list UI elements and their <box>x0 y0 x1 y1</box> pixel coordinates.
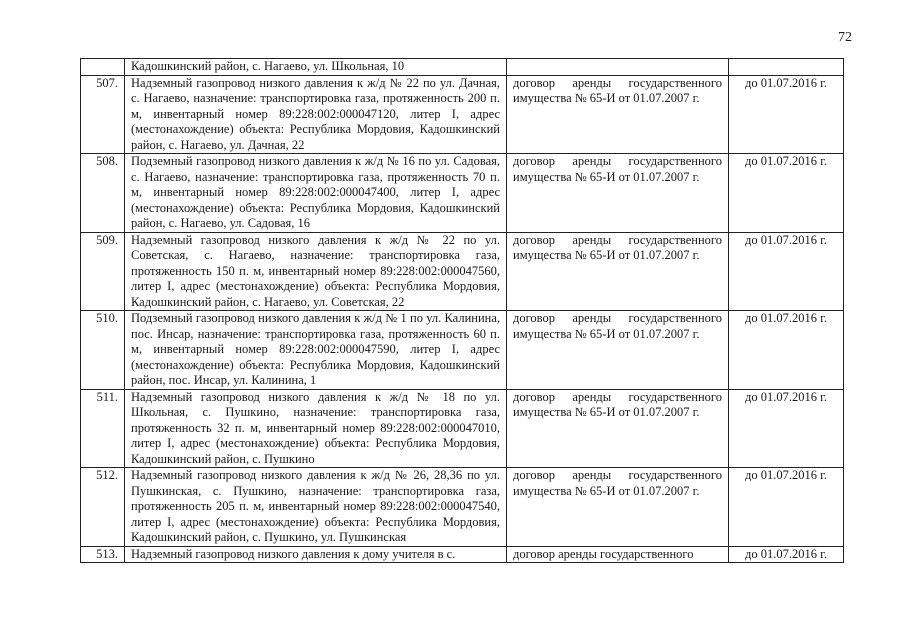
table-row <box>81 546 844 563</box>
legal-basis: договор аренды государственного имущества № 65-И от 01.07.2007 г. <box>507 75 729 154</box>
row-number: 509. <box>81 232 125 311</box>
table-row <box>81 311 844 390</box>
object-description: Подземный газопровод низкого давления к ж/д № 1 по ул. Калинина, пос. Инсар, назначение: транспортировка газа, протяженность 60 п. м, инвентарный номер 89:228:002:000047590, литер I, адрес (местонахождение) объекта: Республика Мордовия, Кадошкинский район, пос. Инсар, ул. Калинина, 1 <box>125 311 507 390</box>
property-register-table <box>80 58 844 563</box>
object-description: Кадошкинский район, с. Нагаево, ул. Школьная, 10 <box>125 59 507 76</box>
table-row <box>81 468 844 547</box>
legal-basis: договор аренды государственного имущества № 65-И от 01.07.2007 г. <box>507 311 729 390</box>
object-description: Надземный газопровод низкого давления к дому учителя в с. <box>125 546 507 563</box>
term: до 01.07.2016 г. <box>729 75 844 154</box>
legal-basis: договор аренды государственного имущества № 65-И от 01.07.2007 г. <box>507 468 729 547</box>
row-number: 512. <box>81 468 125 547</box>
object-description: Надземный газопровод низкого давления к ж/д № 18 по ул. Школьная, с. Пушкино, назначение: транспортировка газа, протяженность 32 п. м, инвентарный номер 89:228:002:000047010, литер I, адрес (местонахождение) объекта: Республика Мордовия, Кадошкинский район, с. Пушкино <box>125 389 507 468</box>
legal-basis: договор аренды государственного <box>507 546 729 563</box>
page-number: 72 <box>838 30 852 45</box>
row-number: 511. <box>81 389 125 468</box>
object-description: Надземный газопровод низкого давления к ж/д № 22 по ул. Дачная, с. Нагаево, назначение: транспортировка газа, протяженность 200 п. м, инвентарный номер 89:228:002:000047120, литер I, адрес (местонахождение) объекта: Республика Мордовия, Кадошкинский район, с. Нагаево, ул. Дачная, 22 <box>125 75 507 154</box>
term: до 01.07.2016 г. <box>729 311 844 390</box>
table-row <box>81 154 844 233</box>
row-number <box>81 59 125 76</box>
object-description: Подземный газопровод низкого давления к ж/д № 16 по ул. Садовая, с. Нагаево, назначение: транспортировка газа, протяженность 70 п. м, инвентарный номер 89:228:002:000047400, литер I, адрес (местонахождение) объекта: Республика Мордовия, Кадошкинский район, с. Нагаево, ул. Садовая, 16 <box>125 154 507 233</box>
legal-basis <box>507 59 729 76</box>
row-number: 507. <box>81 75 125 154</box>
legal-basis: договор аренды государственного имущества № 65-И от 01.07.2007 г. <box>507 389 729 468</box>
legal-basis: договор аренды государственного имущества № 65-И от 01.07.2007 г. <box>507 154 729 233</box>
row-number: 508. <box>81 154 125 233</box>
table-row <box>81 59 844 76</box>
term <box>729 59 844 76</box>
row-number: 513. <box>81 546 125 563</box>
term: до 01.07.2016 г. <box>729 546 844 563</box>
term: до 01.07.2016 г. <box>729 389 844 468</box>
row-number: 510. <box>81 311 125 390</box>
table-row <box>81 389 844 468</box>
table-row <box>81 75 844 154</box>
object-description: Надземный газопровод низкого давления к ж/д № 26, 28,36 по ул. Пушкинская, с. Пушкино, назначение: транспортировка газа, протяженность 205 п. м, инвентарный номер 89:228:002:000047540, литер I, адрес (местонахождение) объекта: Республика Мордовия, Кадошкинский район, с. Пушкино, ул. Пушкинская <box>125 468 507 547</box>
table-row <box>81 232 844 311</box>
term: до 01.07.2016 г. <box>729 232 844 311</box>
term: до 01.07.2016 г. <box>729 154 844 233</box>
legal-basis: договор аренды государственного имущества № 65-И от 01.07.2007 г. <box>507 232 729 311</box>
term: до 01.07.2016 г. <box>729 468 844 547</box>
object-description: Надземный газопровод низкого давления к ж/д № 22 по ул. Советская, с. Нагаево, назначение: транспортировка газа, протяженность 150 п. м, инвентарный номер 89:228:002:000047560, литер I, адрес (местонахождение) объекта: Республика Мордовия, Кадошкинский район, с. Нагаево, ул. Советская, 22 <box>125 232 507 311</box>
